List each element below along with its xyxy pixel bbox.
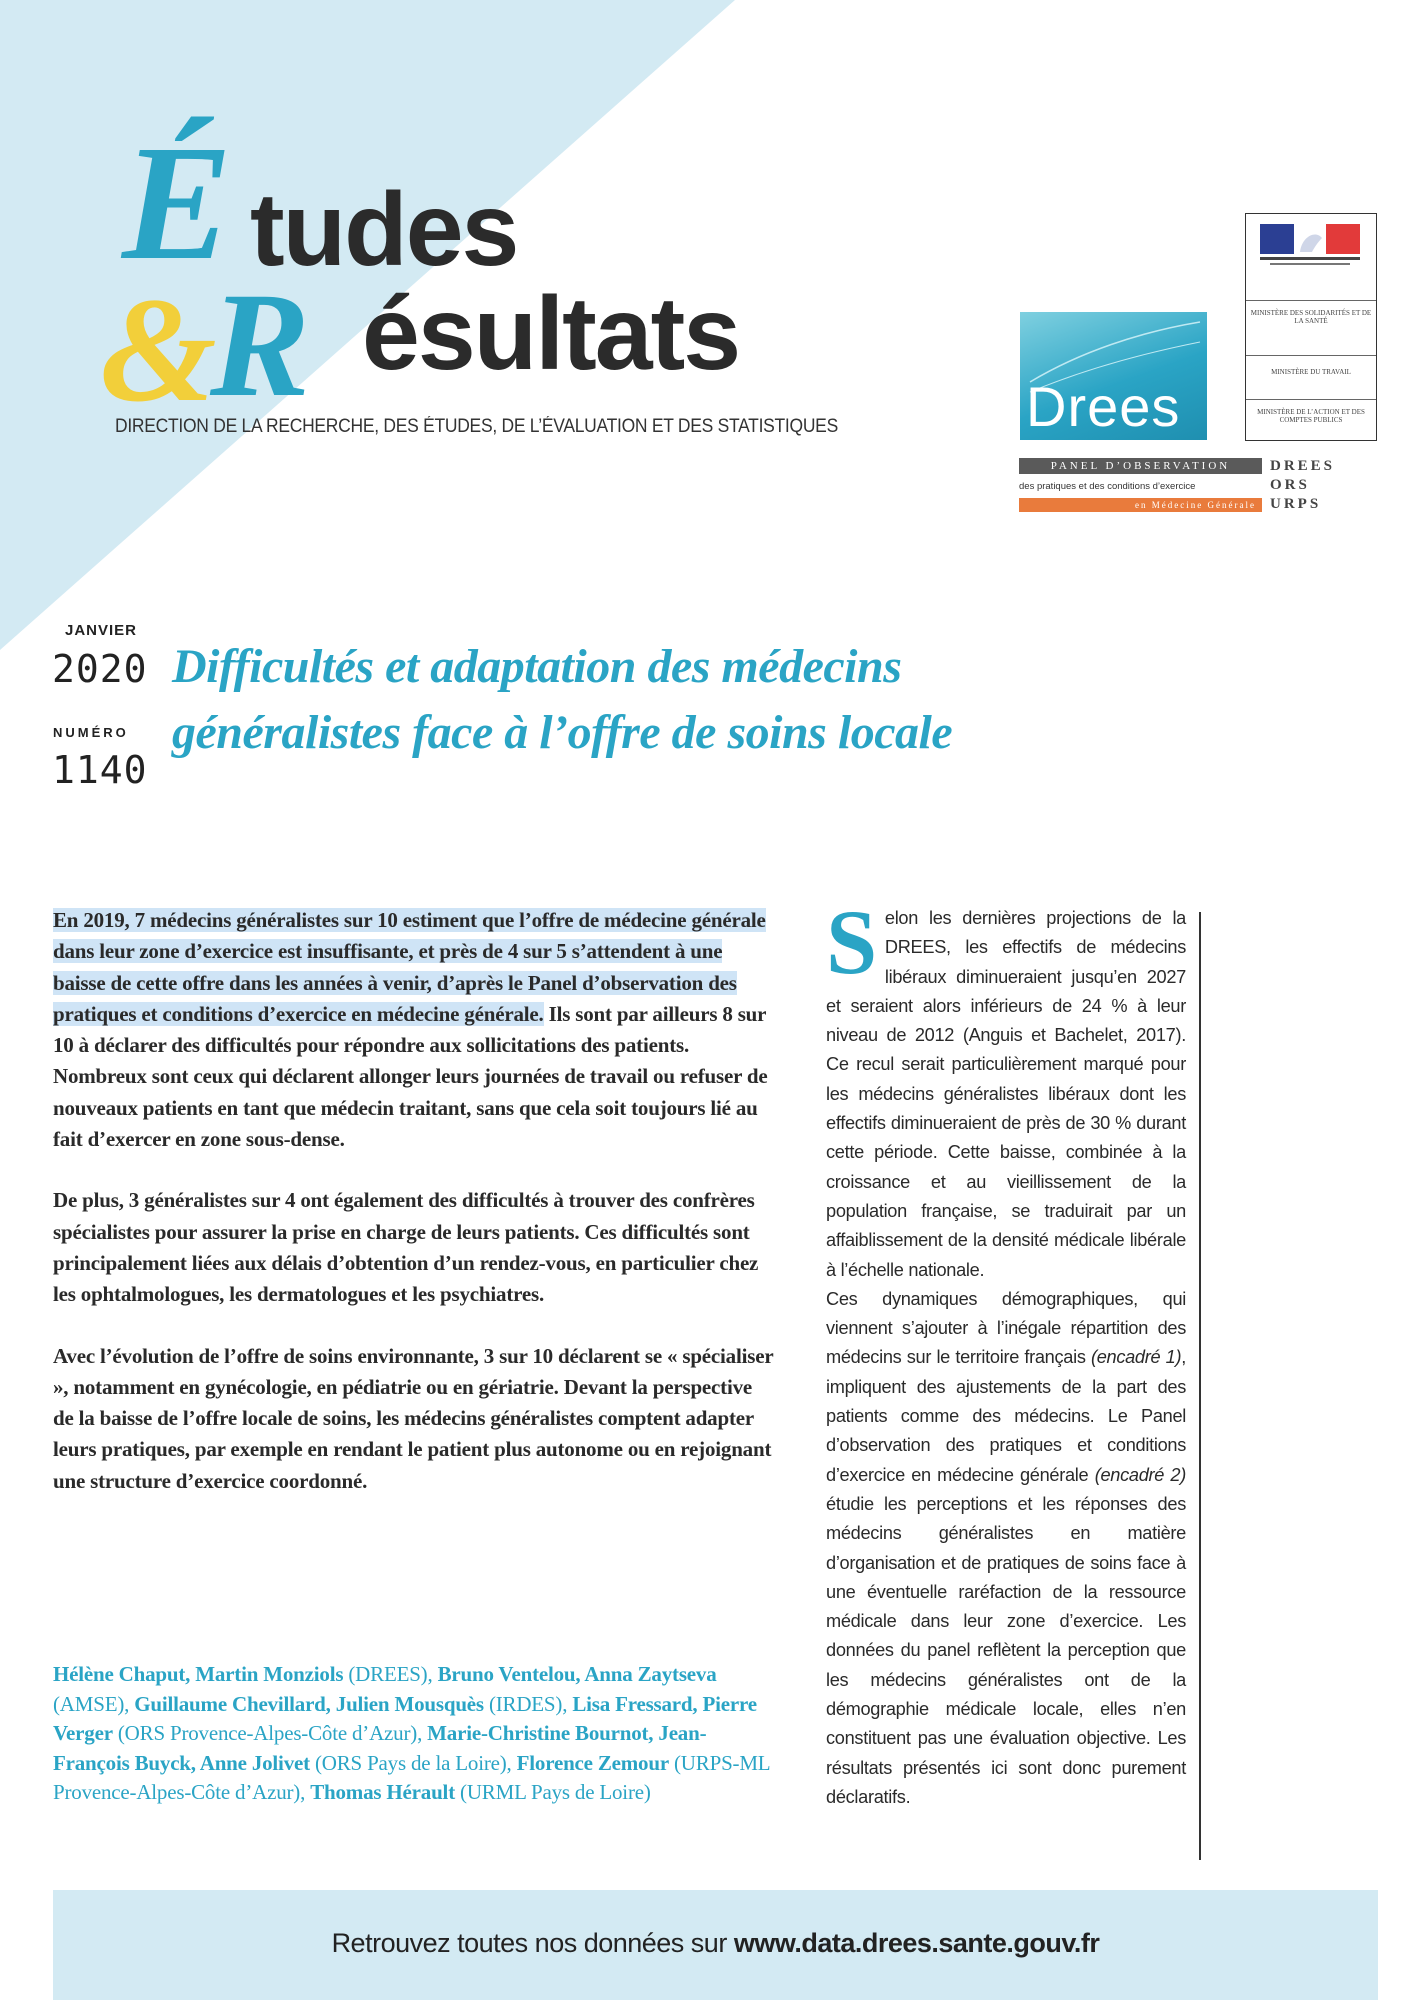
intro-paragraph-1-text: elon les dernières projections de la DREES, les effectifs de médecins libéraux diminueraient jusqu’en 2027 et seraient alors inférieurs de 24 % à leur niveau de 2012 (Anguis et Bachelet, 2017). Ce recul serait particulièrement marqué pour les médecins généralistes libéraux dont les effectifs diminueraient de près de 30 % durant cette période. Cette baisse, combinée à la croissance et au vieillissement de la population française, se traduirait par un affaiblissement de la densité médicale libérale à l’échelle nationale. [826,908,1186,1280]
intro-paragraph-2-text: , impliquent des ajustements de la part des patients comme des médecins. Le Panel d’observation des pratiques et conditions d’exercice en médecine générale [826,1347,1186,1485]
summary-paragraph-3: Avec l’évolution de l’offre de soins environnante, 3 sur 10 déclarent se « spécialiser », notamment en gynécologie, en pédiatrie ou en gériatrie. Devant la perspective de la baisse de l’offre locale de soins, les médecins généralistes comptent adapter leurs pratiques, par exemple en rendant le patient plus autonome ou en rejoignant une structure d’exercice coordonné. [53,1343,774,1493]
author-names: Bruno Ventelou, Anna Zaytseva [437,1662,717,1686]
author-affiliation: (URML Pays de Loire) [455,1780,651,1804]
summary-paragraph-1-rest: Ils sont par ailleurs 8 sur 10 à déclarer des difficultés pour répondre aux sollicitations des patients. Nombreux sont ceux qui déclarent allonger leurs journées de travail ou refuser de nouveaux patients en tant que médecin traitant, sans que cela soit toujours lié au fait d’exercer en zone sous-dense. [53,1001,768,1152]
author-names: Thomas Hérault [310,1780,455,1804]
panel-org-urps: URPS [1270,496,1322,512]
article-title-line-1: Difficultés et adaptation des médecins [172,640,902,693]
drees-logo-text: Drees [1026,375,1181,438]
author-affiliation: (ORS Provence-Alpes-Côte d’Azur), [112,1721,428,1745]
logo-ampersand: & [100,267,217,433]
panel-logo-subtitle-2: en Médecine Générale [1019,498,1262,512]
panel-org-ors: ORS [1270,477,1310,493]
intro-paragraph-1 [826,891,1186,1285]
author-affiliation: (ORS Pays de la Loire), [309,1750,517,1775]
authors-block [53,1660,775,1808]
ministry-logo-block [1245,213,1377,441]
article-title [172,634,1372,766]
marianne-icon [1260,224,1360,268]
footer-url-link[interactable]: www.data.drees.sante.gouv.fr [733,1928,1100,1958]
ministry-cell-public-accounts: MINISTÈRE DE L’ACTION ET DES COMPTES PUBLICS [1246,399,1376,448]
logo-letter-e: É [122,111,233,294]
box-reference-1: (encadré 1) [1090,1347,1182,1368]
logo-word-tudes: tudes [250,172,518,288]
issue-number: 1140 [52,748,148,792]
panel-org-drees: DREES [1270,458,1336,474]
logo-letter-r: R [210,262,311,428]
column-rule [1199,912,1201,1860]
author-names: Florence Zemour [516,1750,669,1775]
footer-banner [53,1890,1378,2000]
ministry-cell-health: MINISTÈRE DES SOLIDARITÉS ET DE LA SANTÉ [1246,300,1376,359]
drees-logo [1020,312,1207,440]
directorate-name: DIRECTION DE LA RECHERCHE, DES ÉTUDES, DE L’ÉVALUATION ET DES STATISTIQUES [115,416,838,437]
drop-cap: S [826,891,877,993]
author-affiliation: (DREES), [343,1662,438,1686]
author-names: Marie-Christine Bournot, Jean-François Buyck, Anne Jolivet [53,1721,707,1775]
author-names: Lisa Fressard, Pierre Verger [53,1691,757,1745]
ministry-cell-labour: MINISTÈRE DU TRAVAIL [1246,355,1376,406]
issue-year: 2020 [52,647,148,691]
issue-month: JANVIER [65,622,138,639]
box-reference-2: (encadré 2) [1094,1464,1186,1485]
issue-number-label: NUMÉRO [53,725,129,740]
logo-word-esultats: ésultats [362,276,740,392]
intro-paragraph-2-text: Ces dynamiques démographiques, qui viennent s’ajouter à l’inégale répartition des médecins sur le territoire français [826,1288,1186,1368]
summary-paragraph-1 [53,905,775,1155]
panel-logo-organisations [1270,457,1335,514]
author-names: Hélène Chaput, Martin Monziols [53,1662,344,1686]
footer-prefix: Retrouvez toutes nos données sur [331,1928,734,1958]
author-affiliation: (AMSE), [53,1691,135,1716]
article-title-line-2: généralistes face à l’offre de soins locale [172,706,953,759]
intro-paragraph-2 [826,1285,1186,1812]
summary-highlight: En 2019, 7 médecins généralistes sur 10 estiment que l’offre de médecine générale dans leur zone d’exercice est insuffisante, et près de 4 sur 5 s’attendent à une baisse de cette offre dans les années à venir, d’après le Panel d’observation des pratiques et conditions d’exercice en médecine générale. [53,908,766,1026]
intro-column [826,891,1186,1812]
author-names: Guillaume Chevillard, Julien Mousquès [134,1691,484,1716]
intro-paragraph-2-text: étudie les perceptions et les réponses des médecins généralistes en matière d’organisation et de pratiques de soins face à une éventuelle raréfaction de la ressource médicale dans leur zone d’exercice. Les données du panel reflètent la perception que les médecins généralistes ont de la démographie médicale locale, elles n’en constituent pas une évaluation objective. Les résultats présentés ici sont donc purement déclaratifs. [826,1493,1186,1807]
author-affiliation: (URPS-ML Provence-Alpes-Côte d’Azur), [53,1750,770,1804]
author-affiliation: (IRDES), [483,1691,573,1716]
footer-text [53,1928,1378,1959]
panel-logo-subtitle: des pratiques et des conditions d’exercice [1019,481,1196,492]
panel-logo-title: PANEL D’OBSERVATION [1019,458,1262,474]
summary-paragraph-2: De plus, 3 généralistes sur 4 ont également des difficultés à trouver des confrères spécialistes pour assurer la prise en charge de leurs patients. Ces difficultés sont principalement liées aux délais d’obtention d’un rendez-vous, en particulier chez les ophtalmologues, les dermatologues et les psychiatres. [53,1188,759,1307]
summary-column [53,905,775,1527]
